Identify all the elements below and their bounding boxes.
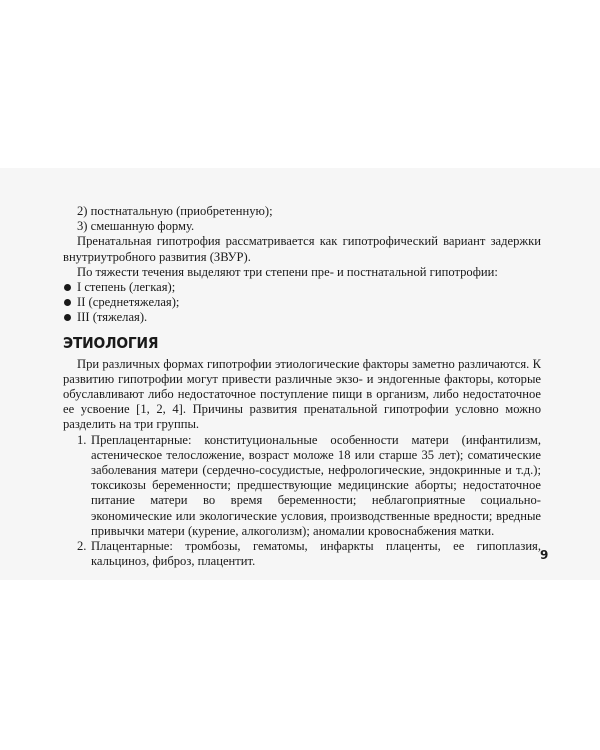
book-page <box>0 168 600 580</box>
list-line-postnatal: 2) постнатальную (приобретенную); <box>77 204 273 218</box>
severity-list <box>63 280 541 326</box>
section-heading: ЭТИОЛОГИЯ <box>63 333 159 352</box>
bullet-icon <box>64 299 71 306</box>
paragraph-prenatal: Пренатальная гипотрофия рассматривается как гипотрофический вариант задержки внутриутробного развития (ЗВУР). <box>63 234 541 264</box>
list-item: III (тяжелая). <box>63 310 541 325</box>
paragraph-severity: По тяжести течения выделяют три степени пре- и постнатальной гипотрофии: <box>77 264 498 279</box>
bullet-icon <box>64 284 71 291</box>
list-line-mixed: 3) смешанную форму. <box>77 219 195 234</box>
page-content <box>63 204 541 569</box>
page-number: 9 <box>540 548 549 562</box>
causes-list <box>63 433 541 570</box>
list-item: II (среднетяжелая); <box>63 295 541 310</box>
bullet-icon <box>64 314 71 321</box>
list-item: 2. Плацентарные: тромбозы, гематомы, инфаркты плаценты, ее гипоплазия, кальциноз, фиброз, плацентит. <box>77 539 541 569</box>
list-item: 1. Преплацентарные: конституциональные особенности матери (инфантилизм, астеническое телосложение, возраст моложе 18 или старше 35 лет); соматические заболевания матери (сердечно-сосудистые, нефрологические, эндокринные и т.д.); токсикозы беременности; предшествующие медицинские аборты; недостаточное питание матери во время беременности; неблагоприятные социально-экономические или экологические условия, производственные вредности; вредные привычки матери (курение, алкоголизм); аномалии кровоснабжения матки. <box>77 432 541 538</box>
paragraph-etiology: При различных формах гипотрофии этиологические факторы заметно различаются. К развитию гипотрофии могут привести различные экзо- и эндогенные факторы, которые обуславливают либо недостаточное поступление пищи в организм, либо недостаточное ее усвоение [1, 2, 4]. Причины развития пренатальной гипотрофии условно можно разделить на три группы. <box>63 356 541 432</box>
list-item: I степень (легкая); <box>63 280 541 295</box>
